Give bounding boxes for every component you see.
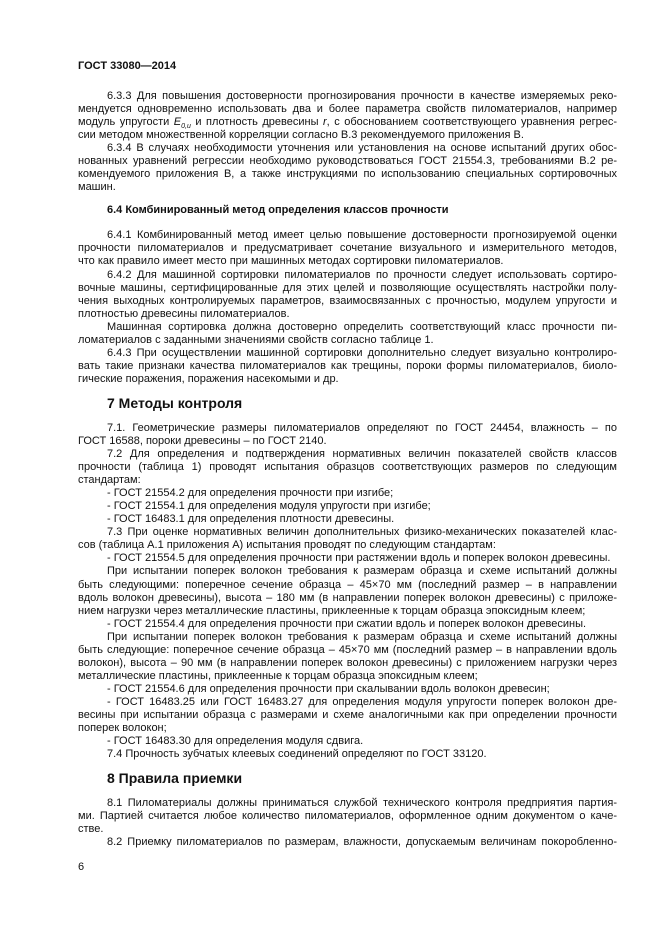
paragraph — [78, 448, 617, 487]
document-body — [78, 90, 617, 849]
paragraph — [78, 526, 617, 552]
text-line: модуль упругости $E_{0,u}$ и плотность древесины r, с обоснованием соответствующего уравнения регрес- — [78, 116, 617, 130]
section-heading: 6.4 Комбинированный метод определения классов прочности — [107, 204, 449, 217]
paragraph — [78, 683, 617, 696]
paragraph — [78, 347, 617, 386]
text-line: вочные машины, сертифицированные для этих целей и позволяющие осуществлять настройки полу- — [78, 281, 617, 294]
text-line: вдоль волокон древесины), высота – 180 мм (в направлении поперек волокон древесины) с приложе- — [78, 591, 617, 604]
text-line: волокон), высота – 90 мм (в направлении поперек волокон древесины) с приложением нагрузки через — [78, 656, 617, 669]
text-line: - ГОСТ 16483.1 для определения плотности древесины. — [107, 513, 395, 526]
text-line: 7.2 Для определения и подтверждения нормативных величин показателей свойств классов — [107, 448, 617, 461]
section-heading: 7 Методы контроля — [107, 394, 243, 411]
paragraph — [78, 422, 617, 448]
text-line: ломатериалов с заданными значениями свойств согласно таблице 1. — [78, 333, 434, 346]
text-line: машин. — [78, 181, 116, 194]
text-line: нием нагрузки через металлические пластины, приклеенные к торцам образца эпоксидным клеем; — [78, 604, 586, 617]
text-line: ГОСТ 16588, пороки древесины – по ГОСТ 2140. — [78, 434, 327, 447]
text-line: 8.1 Пиломатериалы должны приниматься службой технического контроля предприятия партия- — [107, 797, 617, 810]
text-line: 7.1. Геометрические размеры пиломатериалов определяют по ГОСТ 24454, влажность – по — [107, 421, 617, 434]
text-line: вать такие признаки качества пиломатериалов как трещины, пороки формы пиломатериалов, биоло- — [78, 359, 617, 372]
paragraph — [78, 513, 617, 526]
paragraph — [78, 487, 617, 500]
paragraph — [78, 696, 617, 735]
paragraph — [78, 565, 617, 617]
document-header: ГОСТ 33080—2014 — [78, 60, 177, 72]
text-line: 7.3 При оценке нормативных величин дополнительных физико-механических показателей клас- — [107, 526, 617, 539]
text-line: 6.4.2 Для машинной сортировки пиломатериалов по прочности следует использовать сортиро- — [107, 268, 617, 281]
paragraph — [78, 321, 617, 347]
text-line: нованных уравнений регрессии необходимо руководствоваться ГОСТ 21554.3, требованиями В.2 ре- — [78, 155, 617, 168]
paragraph — [78, 748, 617, 761]
text-line: что как правило имеет место при машинных методах сортировки пиломатериалов. — [78, 255, 504, 268]
text-line: сов (таблица А.1 приложения А) испытания проводят по следующим стандартам: — [78, 539, 496, 552]
text-line: чения выходных контролируемых параметров, взаимосвязанных с прочностью, модулем упругости и — [78, 294, 617, 307]
math-symbol: r — [322, 116, 327, 129]
paragraph — [78, 631, 617, 683]
text-line: ми. Партией считается любое количество пиломатериалов, оформленное одним документом о каче- — [78, 810, 617, 823]
text-line: 7.4 Прочность зубчатых клеевых соединений определяют по ГОСТ 33120. — [107, 748, 487, 761]
paragraph — [78, 90, 617, 142]
text-line: быть следующими: поперечное сечение образца – 45×70 мм (последний размер – в направлении — [78, 578, 617, 591]
text-line: прочности (таблица 1) проводят испытания образцов соответствующих размеров по следующим — [78, 461, 617, 474]
paragraph — [78, 618, 617, 631]
text-line: весины при испытании образца с размерами и схеме аналогичными как при определении прочности — [78, 708, 617, 721]
text-line: При испытании поперек волокон требования к размерам образца и схеме испытаний должны — [107, 630, 617, 643]
paragraph — [78, 269, 617, 321]
paragraph — [78, 229, 617, 268]
paragraph — [78, 797, 617, 836]
page-number: 6 — [78, 861, 85, 873]
text-line: плотностью древесины пиломатериалов. — [78, 307, 290, 320]
text-line: - ГОСТ 21554.6 для определения прочности при скалывании вдоль волокон древесин; — [107, 682, 550, 695]
paragraph — [78, 552, 617, 565]
text-line: комендуемого приложения В, а также инструкциями по использованию специальных сортировочных — [78, 168, 617, 181]
text-line: 8.2 Приемку пиломатериалов по размерам, влажности, допускаемым величинам покоробленно- — [107, 836, 617, 849]
text-line: - ГОСТ 21554.5 для определения прочности при растяжении вдоль и поперек волокон древесины. — [107, 552, 611, 565]
text-line: При испытании поперек волокон требования к размерам образца и схеме испытаний должны — [107, 565, 617, 578]
paragraph — [78, 500, 617, 513]
text-line: быть следующие: поперечное сечение образца – 45×70 мм (последний размер – в направлении вдоль — [78, 643, 617, 656]
text-line: мендуется одновременно использовать два и более параметра свойств пиломатериалов, например — [78, 103, 617, 116]
paragraph — [78, 836, 617, 849]
paragraph — [78, 142, 617, 194]
section-heading: 8 Правила приемки — [107, 770, 243, 787]
text-line: металлические пластины, приклеенные к торцам образца эпоксидным клеем; — [78, 669, 478, 682]
text-line: прочности пиломатериалов и предусматривает сочетание визуального и измерительного методов, — [78, 242, 617, 255]
text-line: 6.4.1 Комбинированный метод имеет целью повышение достоверности прогнозируемой оценки — [107, 229, 617, 242]
text-line: гические поражения, поражения насекомыми и др. — [78, 372, 339, 385]
text-line: Машинная сортировка должна достоверно определить соответствующий класс прочности пи- — [107, 320, 617, 333]
math-symbol: $E_{0,u}$ — [173, 116, 191, 130]
paragraph — [78, 735, 617, 748]
text-line: - ГОСТ 21554.4 для определения прочности при сжатии вдоль и поперек волокон древесины. — [107, 617, 587, 630]
text-line: сии методом множественной корреляции согласно В.3 рекомендуемого приложения В. — [78, 129, 524, 142]
text-line: 6.4.3 При осуществлении машинной сортировки дополнительно следует визуально контролиро- — [107, 346, 617, 359]
text-line: - ГОСТ 16483.25 или ГОСТ 16483.27 для определения модуля упругости поперек волокон дре- — [107, 695, 617, 708]
text-line: - ГОСТ 21554.1 для определения модуля упругости при изгибе; — [107, 500, 431, 513]
text-line: стандартам: — [78, 474, 141, 487]
text-line: 6.3.4 В случаях необходимости уточнения или установления на основе испытаний других обос- — [107, 142, 617, 155]
text-line: - ГОСТ 16483.30 для определения модуля сдвига. — [107, 735, 364, 748]
text-line: - ГОСТ 21554.2 для определения прочности при изгибе; — [107, 487, 394, 500]
text-line: стве. — [78, 823, 104, 836]
text-line: 6.3.3 Для повышения достоверности прогнозирования прочности в качестве измеряемых реко- — [107, 90, 617, 102]
text-line: поперек волокон; — [78, 722, 167, 735]
